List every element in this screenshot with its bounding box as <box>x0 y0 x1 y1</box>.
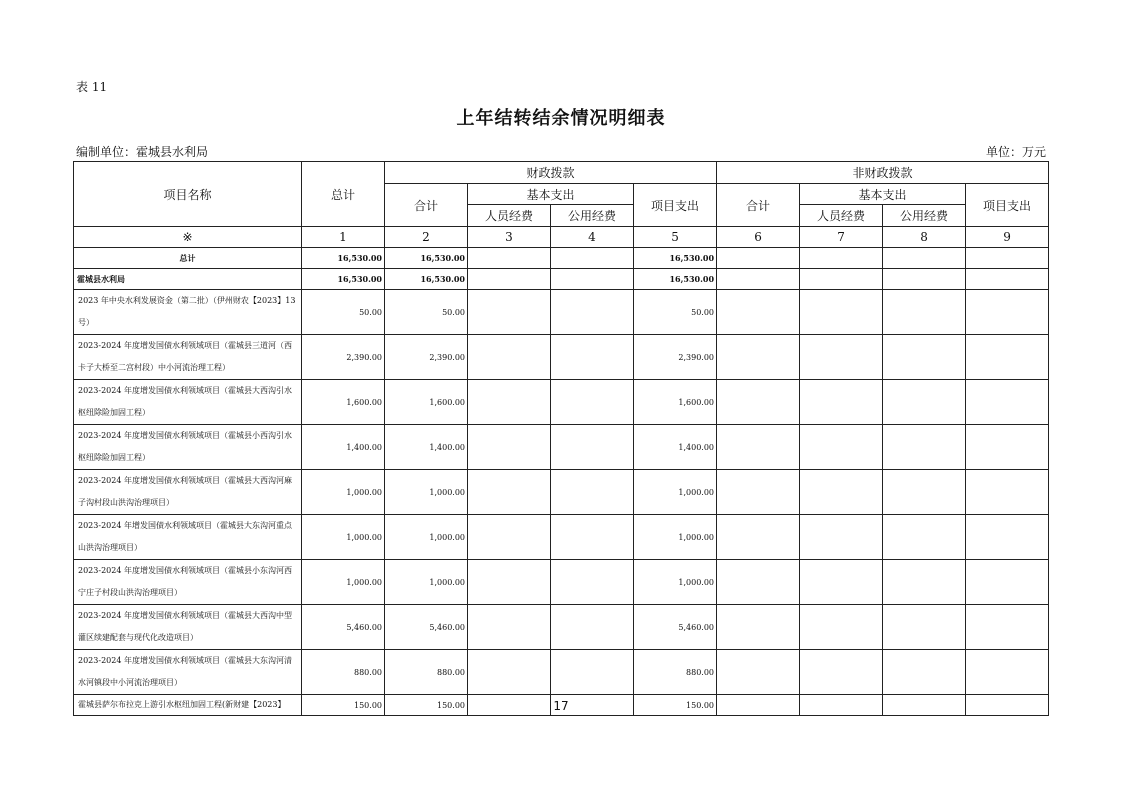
cell-nonfiscal-subtotal <box>717 650 800 695</box>
cell-nonfiscal-public <box>883 650 966 695</box>
cell-nonfiscal-subtotal <box>717 380 800 425</box>
cell-fiscal-public <box>551 515 634 560</box>
cell-fiscal-subtotal: 16,530.00 <box>385 248 468 269</box>
cell-nonfiscal-project <box>966 560 1049 605</box>
index-cell: 4 <box>551 227 634 248</box>
cell-nonfiscal-personnel <box>800 248 883 269</box>
cell-fiscal-project: 16,530.00 <box>634 269 717 290</box>
header-row-1 <box>74 162 1049 184</box>
cell-nonfiscal-project <box>966 335 1049 380</box>
cell-fiscal-personnel <box>468 515 551 560</box>
cell-nonfiscal-personnel <box>800 269 883 290</box>
cell-nonfiscal-public <box>883 269 966 290</box>
cell-fiscal-personnel <box>468 269 551 290</box>
carryover-detail-table <box>73 161 1049 716</box>
cell-fiscal-personnel <box>468 425 551 470</box>
cell-nonfiscal-personnel <box>800 650 883 695</box>
row-name: 总计 <box>74 248 302 269</box>
currency-unit: 单位：万元 <box>985 145 1046 159</box>
cell-fiscal-personnel <box>468 470 551 515</box>
cell-fiscal-project: 1,000.00 <box>634 515 717 560</box>
cell-fiscal-public <box>551 269 634 290</box>
table-row <box>74 560 1049 605</box>
table-number: 表 11 <box>76 80 108 94</box>
cell-total: 16,530.00 <box>302 248 385 269</box>
cell-fiscal-project: 1,600.00 <box>634 380 717 425</box>
cell-fiscal-project: 5,460.00 <box>634 605 717 650</box>
cell-nonfiscal-project <box>966 269 1049 290</box>
cell-nonfiscal-subtotal <box>717 605 800 650</box>
cell-fiscal-personnel <box>468 605 551 650</box>
row-name: 2023-2024 年度增发国债水利领域项目（霍城县大西沟河麻子沟村段山洪沟治理项目） <box>74 470 302 515</box>
cell-total: 50.00 <box>302 290 385 335</box>
cell-fiscal-subtotal: 1,400.00 <box>385 425 468 470</box>
cell-fiscal-public <box>551 380 634 425</box>
cell-fiscal-subtotal: 1,000.00 <box>385 560 468 605</box>
cell-nonfiscal-personnel <box>800 425 883 470</box>
header-nonfiscal: 非财政拨款 <box>717 162 1049 184</box>
index-cell: 2 <box>385 227 468 248</box>
cell-fiscal-personnel <box>468 248 551 269</box>
index-cell: ※ <box>74 227 302 248</box>
cell-fiscal-project: 50.00 <box>634 290 717 335</box>
cell-nonfiscal-personnel <box>800 605 883 650</box>
cell-fiscal-project: 1,000.00 <box>634 560 717 605</box>
row-name: 2023 年中央水利发展资金（第二批）（伊州财农【2023】13 号） <box>74 290 302 335</box>
table-row <box>74 650 1049 695</box>
header-fiscal-subtotal: 合计 <box>385 184 468 227</box>
cell-fiscal-project: 880.00 <box>634 650 717 695</box>
row-name: 2023-2024 年度增发国债水利领域项目（霍城县大东沟河清水河镇段中小河流治理项目） <box>74 650 302 695</box>
cell-fiscal-project: 150.00 <box>634 695 717 716</box>
row-name: 2023-2024 年增发国债水利领域项目（霍城县大东沟河重点山洪沟治理项目） <box>74 515 302 560</box>
cell-fiscal-subtotal: 1,600.00 <box>385 380 468 425</box>
cell-fiscal-subtotal: 1,000.00 <box>385 470 468 515</box>
index-cell: 9 <box>966 227 1049 248</box>
index-cell: 1 <box>302 227 385 248</box>
cell-total: 1,600.00 <box>302 380 385 425</box>
cell-nonfiscal-public <box>883 605 966 650</box>
cell-total: 5,460.00 <box>302 605 385 650</box>
cell-nonfiscal-public <box>883 248 966 269</box>
cell-total: 1,000.00 <box>302 470 385 515</box>
cell-fiscal-public <box>551 560 634 605</box>
cell-fiscal-subtotal: 2,390.00 <box>385 335 468 380</box>
cell-nonfiscal-project <box>966 425 1049 470</box>
cell-nonfiscal-project <box>966 515 1049 560</box>
department-total-row <box>74 269 1049 290</box>
cell-nonfiscal-personnel <box>800 470 883 515</box>
cell-nonfiscal-subtotal <box>717 248 800 269</box>
cell-fiscal-public <box>551 248 634 269</box>
table-row <box>74 425 1049 470</box>
cell-total: 2,390.00 <box>302 335 385 380</box>
row-name: 2023-2024 年度增发国债水利领域项目（霍城县大西沟引水枢纽除险加固工程） <box>74 380 302 425</box>
index-cell: 3 <box>468 227 551 248</box>
cell-nonfiscal-project <box>966 290 1049 335</box>
page-number: 17 <box>553 699 569 713</box>
cell-total: 1,000.00 <box>302 560 385 605</box>
table-row <box>74 335 1049 380</box>
cell-nonfiscal-public <box>883 290 966 335</box>
cell-fiscal-personnel <box>468 380 551 425</box>
index-cell: 5 <box>634 227 717 248</box>
cell-nonfiscal-personnel <box>800 515 883 560</box>
cell-nonfiscal-public <box>883 560 966 605</box>
header-fiscal-public: 公用经费 <box>551 205 634 227</box>
cell-nonfiscal-personnel <box>800 560 883 605</box>
cell-nonfiscal-personnel <box>800 335 883 380</box>
cell-fiscal-personnel <box>468 335 551 380</box>
cell-fiscal-project: 16,530.00 <box>634 248 717 269</box>
cell-fiscal-project: 1,400.00 <box>634 425 717 470</box>
cell-nonfiscal-subtotal <box>717 560 800 605</box>
cell-nonfiscal-subtotal <box>717 269 800 290</box>
table-row <box>74 515 1049 560</box>
cell-fiscal-personnel <box>468 560 551 605</box>
header-fiscal-personnel: 人员经费 <box>468 205 551 227</box>
cell-nonfiscal-project <box>966 248 1049 269</box>
cell-fiscal-public <box>551 290 634 335</box>
cell-nonfiscal-public <box>883 515 966 560</box>
cell-nonfiscal-personnel <box>800 380 883 425</box>
cell-total: 16,530.00 <box>302 269 385 290</box>
cell-fiscal-public <box>551 650 634 695</box>
cell-fiscal-subtotal: 5,460.00 <box>385 605 468 650</box>
header-project-name: 项目名称 <box>74 162 302 227</box>
cell-nonfiscal-project <box>966 605 1049 650</box>
cell-fiscal-subtotal: 150.00 <box>385 695 468 716</box>
header-fiscal-basic: 基本支出 <box>468 184 634 205</box>
row-name: 2023-2024 年度增发国债水利领域项目（霍城县小东沟河西宁庄子村段山洪沟治理项目） <box>74 560 302 605</box>
cell-nonfiscal-public <box>883 335 966 380</box>
cell-fiscal-public <box>551 335 634 380</box>
header-fiscal: 财政拨款 <box>385 162 717 184</box>
cell-fiscal-project: 1,000.00 <box>634 470 717 515</box>
row-name: 2023-2024 年度增发国债水利领域项目（霍城县小西沟引水枢纽除险加固工程） <box>74 425 302 470</box>
row-name: 霍城县水利局 <box>74 269 302 290</box>
cell-nonfiscal-subtotal <box>717 335 800 380</box>
row-name: 霍城县萨尔布拉克上游引水枢纽加固工程(新财建【2023】 <box>74 695 302 716</box>
cell-nonfiscal-subtotal <box>717 425 800 470</box>
cell-fiscal-public <box>551 470 634 515</box>
index-cell: 7 <box>800 227 883 248</box>
header-fiscal-project: 项目支出 <box>634 184 717 227</box>
cell-fiscal-personnel <box>468 650 551 695</box>
cell-total: 150.00 <box>302 695 385 716</box>
table-row <box>74 290 1049 335</box>
cell-nonfiscal-personnel <box>800 290 883 335</box>
cell-nonfiscal-public <box>883 380 966 425</box>
header-nonfiscal-personnel: 人员经费 <box>800 205 883 227</box>
cell-nonfiscal-subtotal <box>717 470 800 515</box>
cell-nonfiscal-subtotal <box>717 515 800 560</box>
index-cell: 8 <box>883 227 966 248</box>
header-nonfiscal-subtotal: 合计 <box>717 184 800 227</box>
cell-fiscal-subtotal: 1,000.00 <box>385 515 468 560</box>
cell-nonfiscal-public <box>883 470 966 515</box>
page-title: 上年结转结余情况明细表 <box>456 108 666 129</box>
header-nonfiscal-project: 项目支出 <box>966 184 1049 227</box>
header-grand-total: 总计 <box>302 162 385 227</box>
row-name: 2023-2024 年度增发国债水利领域项目（霍城县三道河（西卡子大桥至二宫村段）中小河流治理工程） <box>74 335 302 380</box>
cell-fiscal-project: 2,390.00 <box>634 335 717 380</box>
cell-nonfiscal-project <box>966 650 1049 695</box>
cell-total: 1,000.00 <box>302 515 385 560</box>
cell-nonfiscal-project <box>966 470 1049 515</box>
cell-nonfiscal-subtotal <box>717 290 800 335</box>
header-nonfiscal-public: 公用经费 <box>883 205 966 227</box>
header-nonfiscal-basic: 基本支出 <box>800 184 966 205</box>
cell-fiscal-personnel <box>468 290 551 335</box>
cell-nonfiscal-project <box>966 380 1049 425</box>
cell-fiscal-subtotal: 50.00 <box>385 290 468 335</box>
index-cell: 6 <box>717 227 800 248</box>
cell-total: 880.00 <box>302 650 385 695</box>
cell-fiscal-subtotal: 880.00 <box>385 650 468 695</box>
table-row <box>74 605 1049 650</box>
cell-fiscal-public <box>551 605 634 650</box>
column-index-row <box>74 227 1049 248</box>
row-name: 2023-2024 年度增发国债水利领域项目（霍城县大西沟中型灌区续建配套与现代化改造项目） <box>74 605 302 650</box>
grand-total-row <box>74 248 1049 269</box>
cell-fiscal-public <box>551 425 634 470</box>
table-row <box>74 470 1049 515</box>
table-row <box>74 380 1049 425</box>
cell-nonfiscal-public <box>883 425 966 470</box>
cell-total: 1,400.00 <box>302 425 385 470</box>
compiling-unit: 编制单位：霍城县水利局 <box>76 145 209 159</box>
cell-fiscal-subtotal: 16,530.00 <box>385 269 468 290</box>
